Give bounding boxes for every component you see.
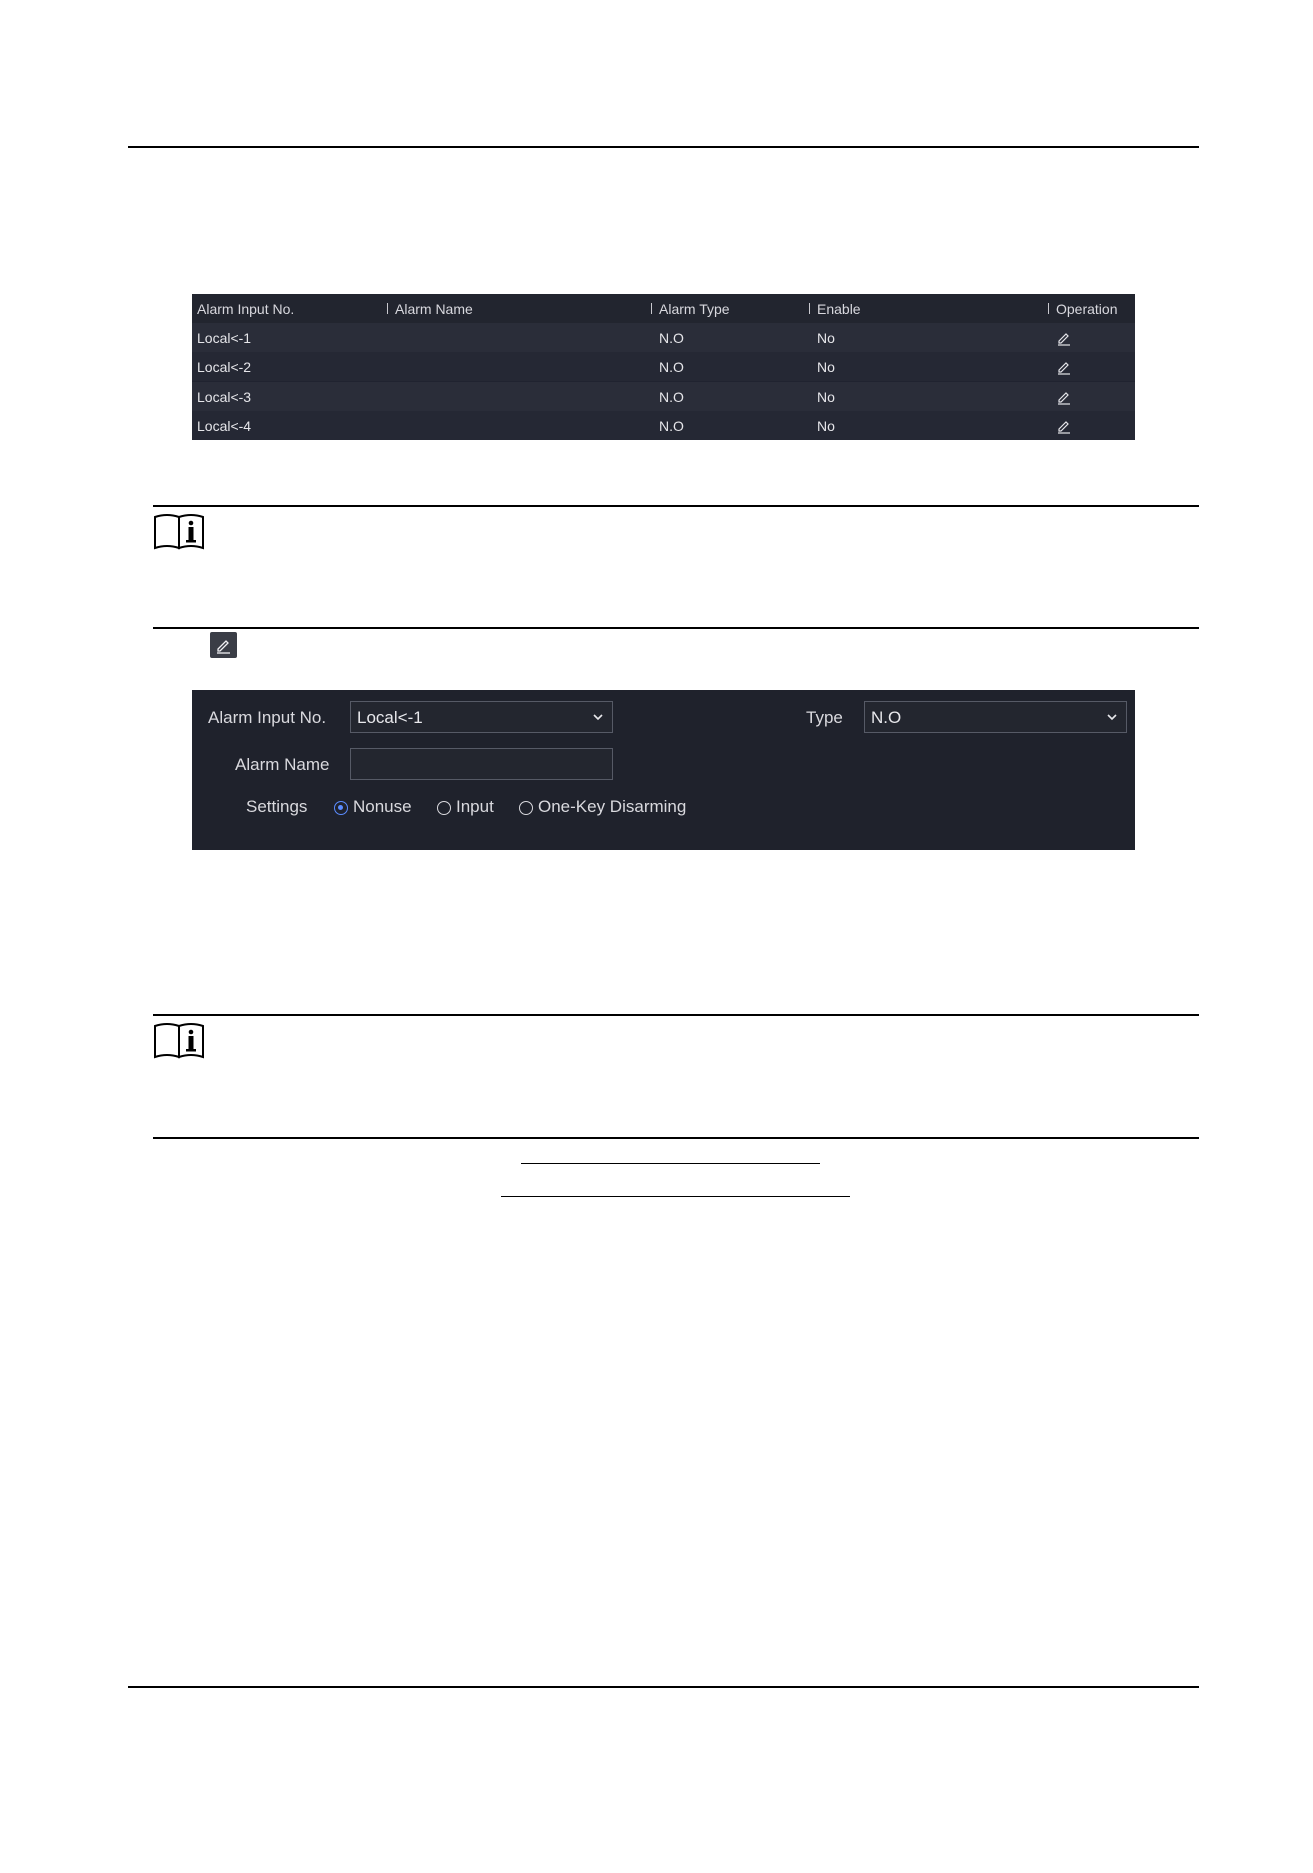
alarm-input-no-value: Local<-1 — [357, 708, 423, 727]
table-row[interactable] — [192, 411, 1135, 440]
alarm-input-table — [192, 294, 1135, 440]
alarm-input-no-label: Alarm Input No. — [208, 708, 327, 727]
header-alarm-input-no: Alarm Input No. — [197, 301, 295, 317]
radio-one-key-disarming[interactable] — [519, 801, 533, 815]
header-enable: Enable — [817, 301, 861, 317]
note-book-info-icon — [153, 512, 206, 550]
edit-pencil-icon[interactable] — [1056, 359, 1072, 375]
table-header-row — [192, 294, 1135, 323]
alarm-input-no: Local<-3 — [197, 389, 252, 405]
enable-value: No — [817, 330, 835, 346]
edit-button-reference — [210, 632, 237, 658]
radio-one-key-disarming-label[interactable]: One-Key Disarming — [538, 797, 687, 816]
type-select[interactable] — [864, 701, 1127, 733]
alarm-input-settings-panel — [192, 690, 1135, 850]
enable-value: No — [817, 389, 835, 405]
header-alarm-type: Alarm Type — [659, 301, 730, 317]
alarm-name-label: Alarm Name — [235, 755, 330, 774]
note-top-rule — [153, 505, 1199, 507]
note-bottom-rule — [153, 627, 1199, 629]
radio-nonuse[interactable] — [334, 801, 348, 815]
hyperlink-underline[interactable] — [501, 1196, 850, 1197]
alarm-type: N.O — [659, 389, 684, 405]
alarm-name-input[interactable] — [350, 748, 613, 780]
header-alarm-name: Alarm Name — [395, 301, 473, 317]
column-separator — [809, 303, 810, 314]
alarm-type: N.O — [659, 418, 684, 434]
note-bottom-rule — [153, 1137, 1199, 1139]
type-label: Type — [806, 708, 843, 727]
edit-pencil-icon — [210, 632, 237, 658]
column-separator — [1048, 303, 1049, 314]
column-separator — [651, 303, 652, 314]
table-row[interactable] — [192, 323, 1135, 352]
chevron-down-icon — [591, 710, 605, 724]
alarm-input-no: Local<-2 — [197, 359, 252, 375]
header-rule — [128, 146, 1199, 148]
radio-input[interactable] — [437, 801, 451, 815]
footer-rule — [128, 1686, 1199, 1688]
radio-nonuse-label[interactable]: Nonuse — [353, 797, 412, 816]
settings-label: Settings — [246, 797, 308, 816]
note-book-info-icon — [153, 1021, 206, 1059]
hyperlink-underline[interactable] — [521, 1163, 820, 1164]
note-top-rule — [153, 1014, 1199, 1016]
alarm-input-no: Local<-1 — [197, 330, 252, 346]
table-row[interactable] — [192, 352, 1135, 381]
alarm-type: N.O — [659, 359, 684, 375]
type-value: N.O — [871, 708, 902, 727]
alarm-type: N.O — [659, 330, 684, 346]
table-row[interactable] — [192, 382, 1135, 411]
edit-pencil-icon[interactable] — [1056, 389, 1072, 405]
alarm-input-no-select[interactable] — [350, 701, 613, 733]
column-separator — [387, 303, 388, 314]
alarm-input-no: Local<-4 — [197, 418, 252, 434]
radio-input-label[interactable]: Input — [456, 797, 494, 816]
enable-value: No — [817, 418, 835, 434]
edit-pencil-icon[interactable] — [1056, 330, 1072, 346]
header-operation: Operation — [1056, 301, 1118, 317]
chevron-down-icon — [1105, 710, 1119, 724]
edit-pencil-icon[interactable] — [1056, 418, 1072, 434]
enable-value: No — [817, 359, 835, 375]
